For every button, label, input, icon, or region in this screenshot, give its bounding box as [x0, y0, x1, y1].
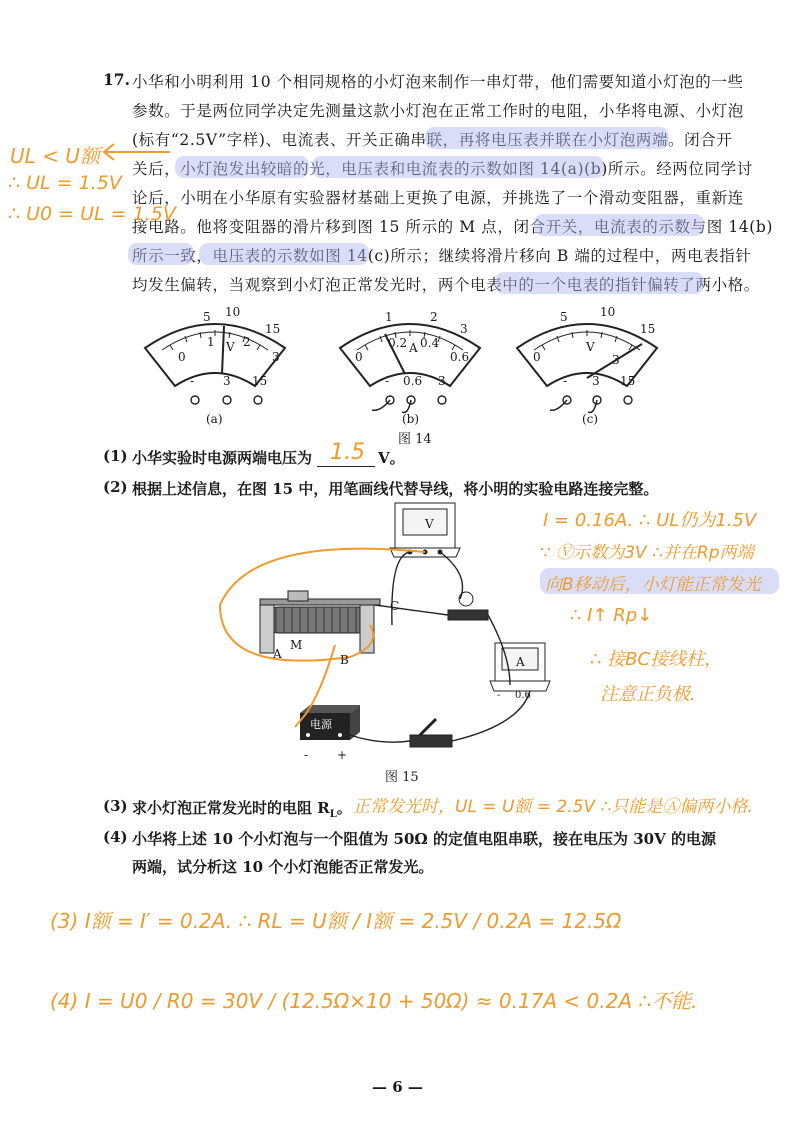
highlight-mark	[534, 214, 704, 236]
highlight-mark	[175, 156, 309, 178]
figure-14	[140, 300, 680, 430]
meter-b-label: (b)	[402, 412, 420, 426]
meter-c-top-5: 5	[560, 310, 568, 324]
term-b-3: 3	[438, 374, 446, 388]
term-a-minus: -	[190, 374, 195, 388]
ammeter-06: 0.6	[515, 690, 531, 701]
highlight-mark	[495, 272, 704, 294]
q1-number: (1)	[103, 447, 128, 465]
highlight-mark	[199, 243, 369, 265]
rheostat-end-b: B	[340, 653, 349, 667]
problem-line-4: 关后，小灯泡发出较暗的光，电压表和电流表的示数如图 14(a)(b)所示。经两位同学讨	[132, 160, 753, 178]
q2-text: 根据上述信息，在图 15 中，用笔画线代替导线，将小明的实验电路连接完整。	[132, 480, 659, 498]
problem-line-3: (标有“2.5V”字样)、电流表、开关正确串联，再将电压表并联在小灯泡两端。闭合开	[132, 131, 733, 149]
ammeter-minus: -	[497, 690, 501, 701]
q4-line-2: 两端，试分析这 10 个小灯泡能否正常发光。	[132, 858, 434, 876]
answer-blank	[317, 466, 375, 467]
meter-c-top-15: 15	[640, 322, 656, 336]
note-right-6: 注意正负极.	[600, 684, 696, 705]
highlight-mark	[425, 127, 669, 149]
meter-c-unit: V	[586, 340, 595, 354]
meter-c-top-10: 10	[600, 305, 616, 319]
meter-a-bottom-3: 3	[272, 350, 280, 364]
note-right-1: I = 0.16A. ∴ UL仍为1.5V	[543, 510, 757, 531]
figure-15	[210, 495, 570, 765]
note-left-3: ∴ U0 = UL = 1.5V	[8, 203, 176, 225]
term-c-15: 15	[620, 374, 636, 388]
meter-b-top-3: 3	[460, 322, 468, 336]
bulb	[448, 592, 488, 620]
rheostat-end-a: A	[273, 647, 282, 661]
meter-a-bottom-2: 2	[243, 335, 251, 349]
arrow-icon	[100, 140, 172, 164]
note-left-1: UL < U额	[10, 144, 100, 168]
q4-number: (4)	[103, 828, 128, 846]
term-b-06: 0.6	[403, 374, 423, 388]
meter-b-bottom-06: 0.6	[450, 350, 470, 364]
meter-b-bottom-02: 0.2	[388, 336, 408, 350]
note-right-5: ∴ 接BC接线柱，	[590, 649, 723, 670]
meter-a-bottom-1: 1	[207, 335, 215, 349]
work-q4: (4) I = U0 / R0 = 30V / (12.5Ω×10 + 50Ω) ≈ 0.17A < 0.2A ∴不能.	[50, 989, 698, 1013]
term-c-minus: -	[563, 374, 568, 388]
highlight-mark	[312, 156, 604, 178]
problem-line-8: 均发生偏转，当观察到小灯泡正常发光时，两个电表中的一个电表的指针偏转了两小格。	[132, 276, 760, 294]
note-right-3: 向B移动后，小灯能正常发光	[545, 575, 761, 595]
source-minus: -	[304, 748, 309, 762]
source-plus: +	[337, 748, 348, 762]
meter-c-bottom-0: 0	[533, 350, 541, 364]
rheostat-point-m: M	[290, 638, 303, 652]
work-q3: (3) I额 = I′ = 0.2A. ∴ RL = U额 / I额 = 2.5V / 0.2A = 12.5Ω	[50, 909, 622, 933]
problem-line-1: 小华和小明利用 10 个相同规格的小灯泡来制作一串灯带，他们需要知道小灯泡的一些	[132, 73, 744, 91]
source-label: 电源	[310, 718, 332, 731]
meter-a-unit: V	[226, 340, 235, 354]
meter-a-top-15: 15	[265, 322, 281, 336]
page-number: — 6 —	[372, 1078, 423, 1096]
meter-b-top-2: 2	[430, 310, 438, 324]
q2-number: (2)	[103, 478, 128, 496]
meter-b-bottom-0: 0	[355, 350, 363, 364]
term-b-minus: -	[385, 374, 390, 388]
voltmeter-label: V	[425, 517, 434, 531]
q3-text: 求小灯泡正常发光时的电阻 $R_L$。	[132, 799, 352, 820]
q3-note: 正常发光时，UL = U额 = 2.5V ∴只能是Ⓐ偏两小格.	[353, 797, 753, 817]
problem-line-2: 参数。于是两位同学决定先测量这款小灯泡在正常工作时的电阻，小华将电源、小灯泡	[132, 102, 744, 120]
meter-c-label: (c)	[582, 412, 599, 426]
note-right-2: ∵ Ⓥ示数为3V ∴并在Rp两端	[540, 543, 754, 563]
meter-c-bottom-3: 3	[612, 353, 620, 367]
note-right-4: ∴ I↑ Rp↓	[570, 605, 653, 626]
q1-unit: V。	[378, 449, 405, 467]
meter-a-label: (a)	[206, 412, 223, 426]
term-a-15: 15	[252, 374, 268, 388]
meter-a-top-5: 5	[203, 310, 211, 324]
problem-line-7: 所示一致，电压表的示数如图 14(c)所示；继续将滑片移向 B 端的过程中，两电表指针	[132, 247, 752, 265]
problem-line-6: 接电路。他将变阻器的滑片移到图 15 所示的 M 点，闭合开关，电流表的示数与图 14(b)	[132, 218, 774, 236]
meter-a-top-10: 10	[225, 305, 241, 319]
highlight-mark	[128, 243, 194, 265]
rheostat	[260, 591, 380, 653]
q1-text: 小华实验时电源两端电压为	[132, 449, 313, 467]
problem-line-5: 论后，小明在小华原有实验器材基础上更换了电源，并挑选了一个滑动变阻器，重新连	[132, 189, 744, 207]
q3-number: (3)	[103, 797, 128, 815]
figure-15-caption: 图 15	[385, 770, 419, 785]
switch	[410, 719, 452, 747]
meter-b-top-1: 1	[385, 310, 393, 324]
meter-a-bottom-0: 0	[178, 350, 186, 364]
term-a-3: 3	[223, 374, 231, 388]
problem-number: 17.	[103, 70, 130, 89]
rheostat-end-c: C	[390, 599, 400, 613]
q4-line-1: 小华将上述 10 个小灯泡与一个阻值为 50Ω 的定值电阻串联，接在电压为 30V 的电源	[132, 830, 716, 848]
term-c-3: 3	[592, 374, 600, 388]
meter-b-bottom-04: 0.4	[420, 336, 440, 350]
note-left-2: ∴ UL = 1.5V	[8, 172, 122, 194]
meter-b-unit: A	[409, 341, 418, 355]
ammeter-label: A	[516, 655, 525, 669]
figure-14-caption: 图 14	[398, 432, 432, 447]
answer-1-handwritten: 1.5	[330, 440, 365, 465]
